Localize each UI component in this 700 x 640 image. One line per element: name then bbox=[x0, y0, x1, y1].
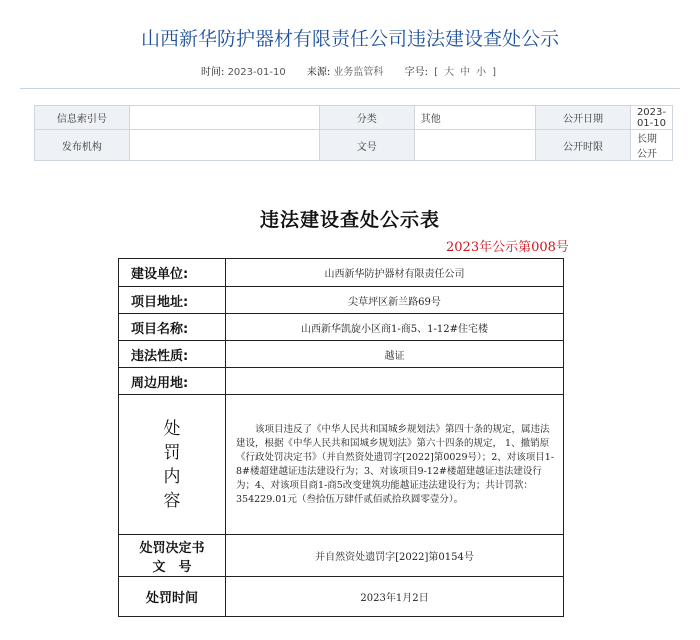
fontsize-close-bracket: ] bbox=[492, 67, 496, 78]
period-value: 长期公开 bbox=[630, 130, 672, 161]
punish-content: 该项目违反了《中华人民共和国城乡规划法》第四十条的规定，属违法建设，根据《中华人民共和国城乡规划法》第六十四条的规定， 1、撤销原《行政处罚决定书》（并自然资处遗罚字[2022]第0029号）；2、对该项目1-8#楼超建越证违法建设行为；3、对该项目9-12#楼超建越证违法建设行为；4、对该项目商1-商5改变建筑功能越证违法建设行为；共计罚款：354229.01元（叁拾伍万肆仟贰佰贰拾玖圆零壹分）。 bbox=[226, 395, 564, 535]
table-row bbox=[119, 395, 564, 535]
fontsize-large-link[interactable]: 大 bbox=[444, 67, 455, 78]
meta-bar bbox=[0, 63, 700, 78]
punish-time-value: 2023年1月2日 bbox=[226, 577, 564, 617]
nature-value: 越证 bbox=[226, 341, 564, 368]
punish-label bbox=[119, 395, 226, 535]
project-value: 山西新华凯旋小区商1-商5、1-12#住宅楼 bbox=[226, 314, 564, 341]
decision-label-line2: 文 号 bbox=[152, 559, 192, 575]
land-label: 周边用地: bbox=[119, 368, 226, 395]
doc-no-value bbox=[414, 130, 535, 161]
fontsize-medium-link[interactable]: 中 bbox=[460, 67, 471, 78]
time-label: 时间: bbox=[201, 67, 225, 78]
table-row bbox=[119, 368, 564, 395]
category-value: 其他 bbox=[414, 106, 535, 130]
info-row bbox=[35, 130, 673, 161]
punish-time-label: 处罚时间 bbox=[119, 577, 226, 617]
category-label: 分类 bbox=[319, 106, 414, 130]
punish-label-char: 容 bbox=[163, 490, 181, 511]
issuer-label: 发布机构 bbox=[35, 130, 130, 161]
address-label: 项目地址: bbox=[119, 287, 226, 314]
punish-label-char: 罚 bbox=[163, 442, 181, 463]
publish-date-label: 公开日期 bbox=[536, 106, 631, 130]
info-row bbox=[35, 106, 673, 130]
table-row bbox=[119, 314, 564, 341]
period-label: 公开时限 bbox=[536, 130, 631, 161]
time-value: 2023-01-10 bbox=[227, 67, 286, 78]
source-value: 业务监管科 bbox=[333, 67, 384, 78]
notice-table bbox=[118, 258, 564, 617]
source-label: 来源: bbox=[306, 67, 331, 78]
table-row bbox=[119, 341, 564, 368]
fontsize-small-link[interactable]: 小 bbox=[476, 67, 487, 78]
table-row bbox=[119, 577, 564, 617]
index-label: 信息索引号 bbox=[35, 106, 130, 130]
project-label: 项目名称: bbox=[119, 314, 226, 341]
notice-title: 违法建设查处公示表 bbox=[259, 209, 440, 231]
page-title: 山西新华防护器材有限责任公司违法建设查处公示 bbox=[140, 28, 559, 50]
punish-label-char: 内 bbox=[163, 466, 181, 487]
nature-label: 违法性质: bbox=[119, 341, 226, 368]
header-divider bbox=[20, 88, 680, 89]
decision-value: 并自然资处遗罚字[2022]第0154号 bbox=[226, 535, 564, 577]
doc-no-label: 文号 bbox=[319, 130, 414, 161]
index-value bbox=[129, 106, 319, 130]
address-value: 尖草坪区新兰路69号 bbox=[226, 287, 564, 314]
table-row bbox=[119, 287, 564, 314]
info-table bbox=[34, 105, 673, 161]
decision-label bbox=[119, 535, 226, 577]
table-row bbox=[119, 259, 564, 287]
issuer-value bbox=[129, 130, 319, 161]
land-value bbox=[226, 368, 564, 395]
decision-label-line1: 处罚决定书 bbox=[139, 540, 205, 556]
table-row bbox=[119, 535, 564, 577]
unit-value: 山西新华防护器材有限责任公司 bbox=[226, 259, 564, 287]
fontsize-switcher bbox=[431, 67, 499, 78]
publish-date-value: 2023-01-10 bbox=[630, 106, 672, 130]
unit-label: 建设单位: bbox=[119, 259, 226, 287]
fontsize-open-bracket: [ bbox=[434, 67, 439, 78]
punish-label-char: 处 bbox=[163, 418, 181, 439]
notice-number: 2023年公示第008号 bbox=[446, 240, 569, 255]
fontsize-label: 字号: bbox=[404, 67, 428, 78]
